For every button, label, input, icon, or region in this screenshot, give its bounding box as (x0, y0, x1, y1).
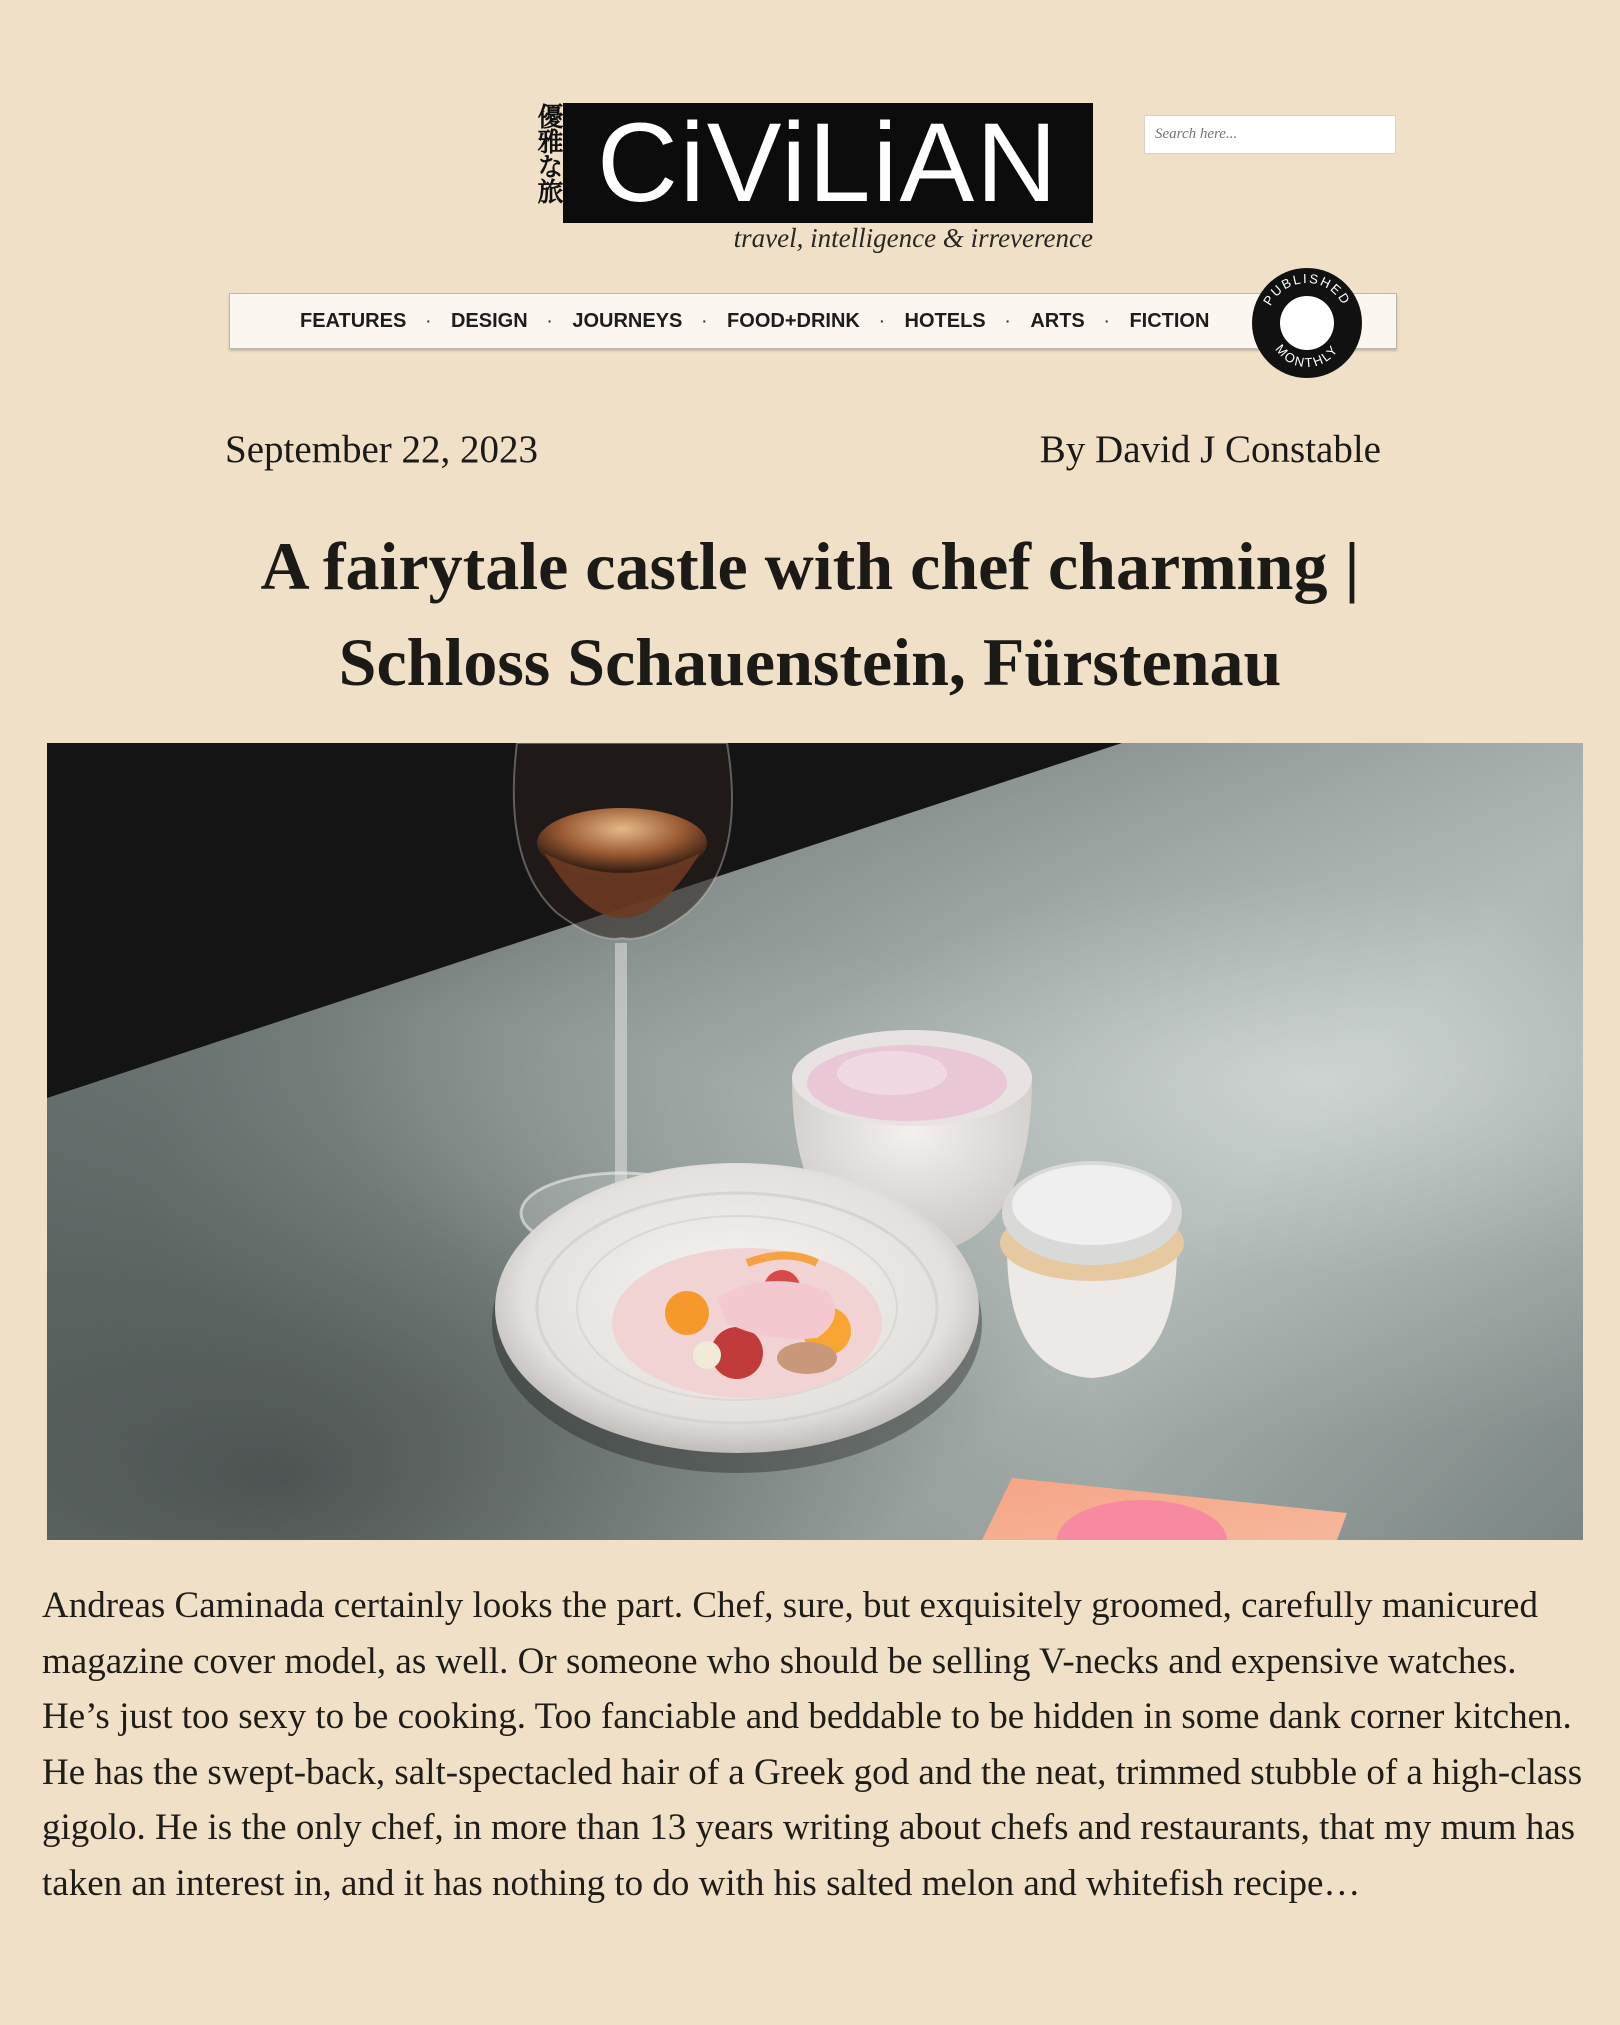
hero-photo-illustration (47, 743, 1583, 1540)
site-logo[interactable]: CiViLiAN (563, 103, 1093, 223)
svg-text:MONTHLY (1272, 341, 1341, 370)
hero-image[interactable] (47, 743, 1583, 1540)
nav-separator: · (702, 313, 708, 329)
souffle-ramekin (1000, 1161, 1184, 1378)
badge-top-text: PUBLISHED (1260, 270, 1354, 309)
badge-ring-text (1252, 268, 1362, 378)
nav-separator: · (1005, 313, 1011, 329)
nav-item-food-drink[interactable]: FOOD+DRINK (727, 309, 860, 332)
nav-separator: · (1104, 313, 1110, 329)
nav-item-arts[interactable]: ARTS (1030, 309, 1085, 332)
published-monthly-badge (1252, 268, 1362, 378)
nav-item-hotels[interactable]: HOTELS (904, 309, 986, 332)
svg-text:PUBLISHED (1260, 271, 1354, 308)
masthead-kanji: 優雅な旅 (533, 103, 563, 203)
dessert-plate (492, 1163, 982, 1473)
nav-separator: · (879, 313, 885, 329)
nav-separator: · (426, 313, 431, 329)
masthead (533, 103, 1093, 263)
nav-item-journeys[interactable]: JOURNEYS (572, 309, 683, 332)
search-input[interactable] (1144, 115, 1396, 154)
article-title[interactable] (120, 518, 1500, 710)
pink-card (982, 1478, 1347, 1540)
article-byline[interactable]: By David J Constable (1039, 428, 1381, 471)
nav-item-fiction[interactable]: FICTION (1129, 309, 1210, 332)
site-tagline: travel, intelligence & irreverence (733, 223, 1093, 253)
article-title-line-1: A fairytale castle with chef charming | (260, 528, 1360, 604)
nav-item-features[interactable]: FEATURES (300, 309, 407, 332)
article-excerpt: Andreas Caminada certainly looks the part. Chef, sure, but exquisitely groomed, carefully manicured magazine cover model, as well. Or someone who should be selling V-necks and expensive watches. He’s just too sexy to be cooking. Too fanciable and beddable to be hidden in some dank corner kitchen. He has the swept-back, salt-spectacled hair of a Greek god and the neat, trimmed stubble of a high-class gigolo. He is the only chef, in more than 13 years writing about chefs and restaurants, that my mum has taken an interest in, and it has nothing to do with his salted melon and whitefish recipe… (42, 1585, 1583, 1904)
article-date: September 22, 2023 (225, 428, 539, 471)
nav-item-design[interactable]: DESIGN (450, 309, 528, 332)
main-nav (229, 293, 1397, 349)
nav-separator: · (547, 313, 553, 329)
article-title-line-2: Schloss Schauenstein, Fürstenau (338, 624, 1282, 700)
badge-bottom-text: MONTHLY (1272, 341, 1342, 371)
